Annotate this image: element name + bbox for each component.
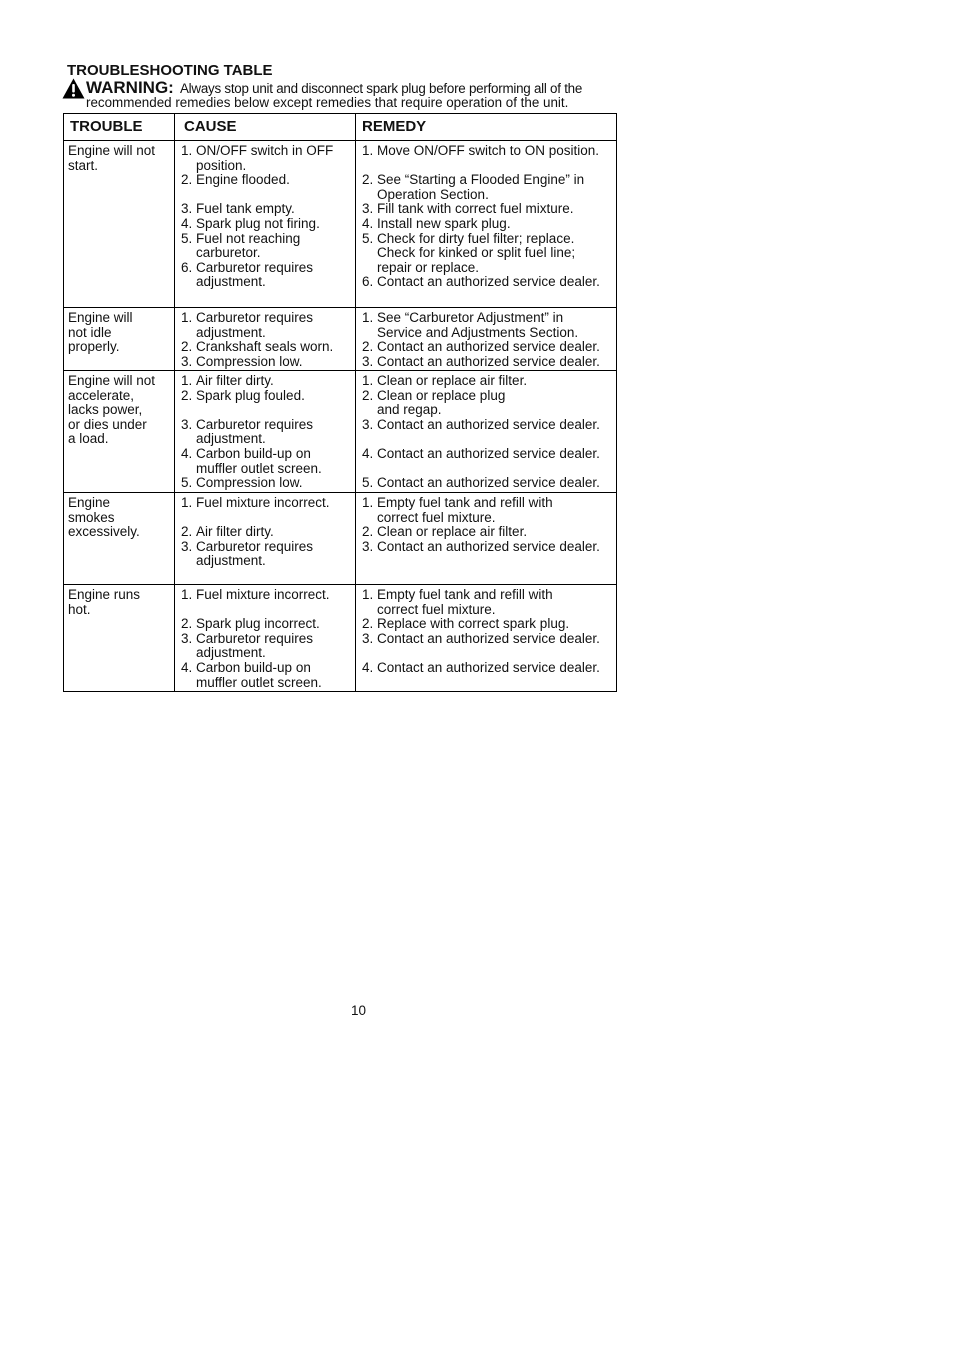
table-row [64,585,616,691]
remedy-line [362,540,616,555]
remedy-number: 5. [362,230,374,246]
table-row [64,141,616,308]
cause-text: Spark plug not firing. [196,215,320,231]
remedy-text: Contact an authorized service dealer. [377,475,600,491]
trouble-text: Engine [68,495,111,510]
remedy-line [362,603,616,618]
remedy-line [362,144,616,159]
remedy-line [362,476,616,491]
cause-number: 4. [181,445,193,461]
cause-number: 2. [181,524,193,540]
table-row [64,493,616,585]
remedy-number: 2. [362,387,374,403]
cause-number: 2. [181,172,193,188]
remedy-number: 2. [362,339,374,355]
remedy-line [362,311,616,326]
cause-number: 3. [181,630,193,646]
cause-text: Compression low. [196,475,303,491]
remedy-number: 3. [362,538,374,554]
remedy-number: 5. [362,475,374,491]
warning-triangle-icon [62,78,85,99]
remedy-number: 4. [362,215,374,231]
trouble-text: Engine will [68,310,133,325]
remedy-item [362,525,616,540]
spacer [181,188,355,203]
cause-text: Engine flooded. [196,172,290,188]
column-header-trouble: TROUBLE [64,114,175,140]
remedy-number: 4. [362,659,374,675]
cause-item [181,340,355,355]
cause-line [181,246,355,261]
cause-item [181,588,355,603]
remedy-text: See “Carburetor Adjustment” in [377,310,564,325]
cause-line [181,676,355,691]
cause-line [181,355,355,370]
cause-line [181,432,355,447]
cause-text: adjustment. [196,274,266,290]
remedy-item [362,661,616,676]
cause-line [181,217,355,232]
remedy-line [362,588,616,603]
remedy-line [362,232,616,247]
cause-line [181,588,355,603]
cause-text: Carburetor requires [196,259,314,275]
remedy-text: Empty fuel tank and refill with [377,587,553,602]
remedy-number: 1. [362,373,374,388]
cause-text: Carburetor requires [196,538,314,554]
trouble-text: or dies under [68,416,147,432]
cause-item [181,389,355,404]
cause-text: adjustment. [196,553,266,569]
cause-text: Carbon build-up on [196,659,311,675]
page-number: 10 [351,1003,367,1018]
cause-line [181,202,355,217]
cause-line [181,159,355,174]
cause-text: Fuel not reaching [196,230,301,246]
cause-item [181,261,355,290]
cause-text: muffler outlet screen. [196,460,322,476]
spacer [362,432,616,447]
cause-text: Fuel mixture incorrect. [196,495,330,510]
cause-line [181,418,355,433]
trouble-text: smokes [68,509,115,525]
cause-line [181,476,355,491]
cause-number: 1. [181,495,193,510]
remedy-cell [356,371,616,492]
cause-line [181,389,355,404]
cause-item [181,374,355,389]
cause-number: 3. [181,538,193,554]
remedy-text: and regap. [377,402,442,418]
remedy-line [362,261,616,276]
remedy-line [362,447,616,462]
remedy-text: Contact an authorized service dealer. [377,659,600,675]
cause-text: Spark plug fouled. [196,387,305,403]
column-header-cause: CAUSE [175,114,356,140]
cause-line [181,540,355,555]
remedy-item [362,217,616,232]
cause-line [181,632,355,647]
remedy-text: Contact an authorized service dealer. [377,538,600,554]
cause-line [181,173,355,188]
remedy-item [362,232,616,276]
cause-text: adjustment. [196,645,266,661]
cause-item [181,311,355,340]
cause-item [181,617,355,632]
remedy-number: 4. [362,445,374,461]
spacer [362,159,616,174]
trouble-cell [64,141,175,307]
cause-item [181,447,355,476]
remedy-cell [356,141,616,307]
cause-text: Carburetor requires [196,416,314,432]
cause-item [181,418,355,447]
troubleshooting-table [63,113,617,692]
remedy-text: Check for kinked or split fuel line; [377,245,576,261]
remedy-text: Replace with correct spark plug. [377,616,570,632]
cause-line [181,374,355,389]
cause-text: Crankshaft seals worn. [196,339,334,355]
remedy-number: 2. [362,172,374,188]
cause-number: 4. [181,215,193,231]
trouble-text: hot. [68,601,91,617]
remedy-number: 2. [362,524,374,540]
spacer [181,511,355,526]
warning-text-line: recommended remedies below except remedies that require operation of the unit. [86,95,569,110]
cause-number: 3. [181,353,193,369]
remedy-line [362,217,616,232]
cause-number: 1. [181,143,193,158]
remedy-item [362,389,616,418]
remedy-line [362,632,616,647]
remedy-text: repair or replace. [377,259,480,275]
cause-number: 1. [181,310,193,325]
cause-cell [175,141,356,307]
cause-line [181,462,355,477]
remedy-text: Check for dirty fuel filter; replace. [377,230,575,246]
remedy-text: Clean or replace air filter. [377,524,528,540]
cause-line [181,340,355,355]
cause-line [181,646,355,661]
trouble-text: Engine runs [68,587,141,602]
remedy-item [362,202,616,217]
cause-text: adjustment. [196,324,266,340]
table-body [64,141,616,691]
trouble-text: a load. [68,431,109,447]
cause-text: adjustment. [196,431,266,447]
cause-text: position. [196,157,247,173]
remedy-item [362,355,616,370]
cause-cell [175,308,356,370]
remedy-text: See “Starting a Flooded Engine” in [377,172,585,188]
spacer [181,603,355,618]
remedy-text: Contact an authorized service dealer. [377,630,600,646]
trouble-cell [64,585,175,691]
remedy-line [362,246,616,261]
cause-text: ON/OFF switch in OFF [196,143,334,158]
remedy-number: 1. [362,143,374,158]
remedy-number: 1. [362,495,374,510]
cause-line [181,617,355,632]
cause-item [181,202,355,217]
cause-number: 4. [181,659,193,675]
cause-item [181,476,355,491]
remedy-item [362,447,616,462]
cause-text: Air filter dirty. [196,373,274,388]
trouble-text: lacks power, [68,402,143,418]
remedy-text: correct fuel mixture. [377,509,496,525]
warning-text-line: Always stop unit and disconnect spark plug before performing all of the [180,81,583,96]
remedy-line [362,355,616,370]
remedy-text: Contact an authorized service dealer. [377,339,600,355]
cause-line [181,447,355,462]
trouble-text: excessively. [68,524,140,540]
remedy-item [362,632,616,647]
remedy-line [362,374,616,389]
remedy-text: Fill tank with correct fuel mixture. [377,201,574,217]
remedy-line [362,275,616,290]
cause-line [181,232,355,247]
cause-number: 5. [181,230,193,246]
trouble-text: Engine will not [68,373,156,388]
trouble-text: start. [68,157,99,173]
spacer [181,403,355,418]
cause-number: 1. [181,587,193,602]
cause-text: Carburetor requires [196,630,314,646]
spacer [362,646,616,661]
cause-item [181,496,355,511]
remedy-number: 3. [362,201,374,217]
remedy-cell [356,493,616,584]
remedy-line [362,202,616,217]
remedy-text: Operation Section. [377,186,489,202]
remedy-text: Install new spark plug. [377,215,511,231]
cause-item [181,632,355,661]
remedy-line [362,661,616,676]
cause-text: Fuel tank empty. [196,201,295,217]
table-row [64,371,616,493]
cause-line [181,275,355,290]
trouble-text: not idle [68,324,112,340]
remedy-line [362,617,616,632]
cause-text: Air filter dirty. [196,524,274,540]
cause-number: 2. [181,616,193,632]
remedy-item [362,144,616,159]
remedy-text: Contact an authorized service dealer. [377,416,600,432]
remedy-text: Clean or replace plug [377,387,506,403]
remedy-item [362,476,616,491]
remedy-number: 3. [362,353,374,369]
trouble-cell [64,493,175,584]
trouble-text: Engine will not [68,143,156,158]
cause-number: 1. [181,373,193,388]
remedy-text: Move ON/OFF switch to ON position. [377,143,600,158]
remedy-number: 1. [362,310,374,325]
table-row [64,308,616,371]
cause-line [181,661,355,676]
remedy-number: 2. [362,616,374,632]
remedy-item [362,311,616,340]
remedy-cell [356,585,616,691]
cause-text: Fuel mixture incorrect. [196,587,330,602]
cause-line [181,326,355,341]
cause-text: carburetor. [196,245,261,261]
cause-number: 2. [181,339,193,355]
remedy-number: 1. [362,587,374,602]
cause-item [181,217,355,232]
cause-line [181,261,355,276]
remedy-number: 3. [362,630,374,646]
remedy-item [362,540,616,555]
cause-line [181,554,355,569]
remedy-line [362,511,616,526]
cause-item [181,355,355,370]
remedy-line [362,389,616,404]
trouble-text: properly. [68,339,120,355]
cause-number: 6. [181,259,193,275]
remedy-cell [356,308,616,370]
cause-item [181,540,355,569]
remedy-line [362,326,616,341]
remedy-number: 6. [362,274,374,290]
cause-text: Carburetor requires [196,310,314,325]
cause-cell [175,585,356,691]
remedy-text: Contact an authorized service dealer. [377,274,600,290]
remedy-line [362,340,616,355]
cause-item [181,144,355,173]
remedy-item [362,418,616,433]
remedy-text: correct fuel mixture. [377,601,496,617]
trouble-cell [64,308,175,370]
remedy-line [362,403,616,418]
remedy-line [362,173,616,188]
trouble-cell [64,371,175,492]
cause-cell [175,371,356,492]
cause-line [181,144,355,159]
cause-number: 2. [181,387,193,403]
remedy-line [362,496,616,511]
warning-label: WARNING: [86,78,174,97]
cause-number: 3. [181,416,193,432]
cause-text: muffler outlet screen. [196,674,322,690]
remedy-line [362,418,616,433]
cause-text: Carbon build-up on [196,445,311,461]
remedy-text: Empty fuel tank and refill with [377,495,553,510]
cause-number: 3. [181,201,193,217]
remedy-line [362,188,616,203]
remedy-item [362,340,616,355]
remedy-item [362,374,616,389]
remedy-text: Contact an authorized service dealer. [377,445,600,461]
remedy-item [362,588,616,617]
cause-text: Spark plug incorrect. [196,616,320,632]
table-header-row [64,114,616,141]
remedy-item [362,617,616,632]
remedy-text: Service and Adjustments Section. [377,324,579,340]
remedy-text: Clean or replace air filter. [377,373,528,388]
column-header-remedy: REMEDY [362,118,427,135]
cause-number: 5. [181,475,193,491]
spacer [362,462,616,477]
cause-cell [175,493,356,584]
remedy-number: 3. [362,416,374,432]
cause-item [181,661,355,690]
remedy-item [362,173,616,202]
trouble-text: accelerate, [68,387,135,403]
cause-line [181,311,355,326]
remedy-item [362,496,616,525]
cause-item [181,232,355,261]
remedy-item [362,275,616,290]
cause-line [181,525,355,540]
remedy-text: Contact an authorized service dealer. [377,353,600,369]
cause-item [181,525,355,540]
cause-text: Compression low. [196,353,303,369]
cause-item [181,173,355,188]
cause-line [181,496,355,511]
remedy-line [362,525,616,540]
page-title: TROUBLESHOOTING TABLE [67,62,273,79]
